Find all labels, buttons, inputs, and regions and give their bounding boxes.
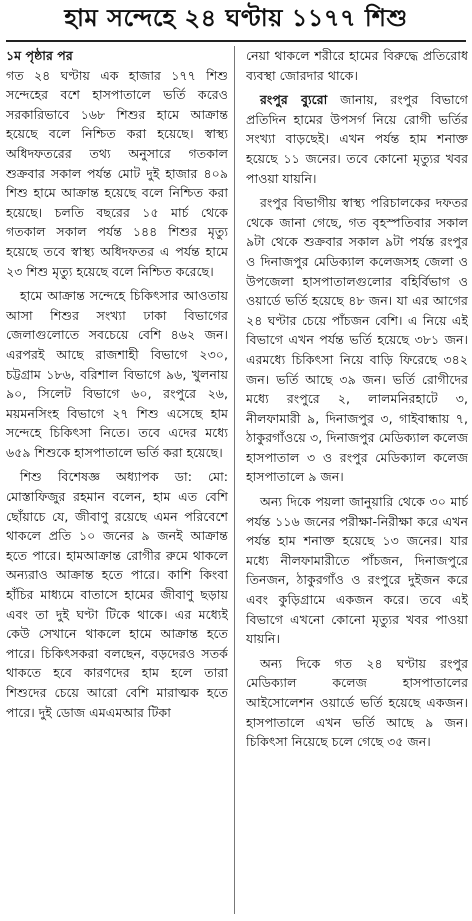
left-paragraph-1: [6, 46, 228, 281]
continued-label: ১ম পৃষ্ঠার পর: [6, 48, 73, 63]
left-paragraph-2: হামে আক্রান্ত সন্দেহে চিকিৎসার আওতায় আসা শিশুর সংখ্যা ঢাকা বিভাগের জেলাগুলোতে সবচেয়ে বেশি ৪৬২ জন। এরপরই আছে রাজশাহী বিভাগে ২৩০, চট্টগ্রাম ১৮৬, বরিশাল বিভাগে ৯৬, খুলনায় ৯০, সিলেট বিভাগে ৬০, রংপুরে ২৬, ময়মনসিংহ বিভাগে ২৭ শিশু এসেছে হাম সন্দেহে চিকিৎসা নিতে। তবে এদের মধ্যে ৬৫৯ শিশুকে হাসপাতালে ভর্তি করা হয়েছে।: [6, 288, 228, 460]
right-paragraph-5: অন্য দিকে গত ২৪ ঘণ্টায় রংপুর মেডিক্যাল কলেজ হাসপাতালের আইসোলেশন ওয়ার্ডে ভর্তি হয়েছে একজন। হাসপাতালে এখন ভর্তি আছে ৯ জন। চিকিৎসা নিয়েছে চলে গেছে ৩৫ জন।: [246, 655, 468, 750]
left-paragraph-1-text: গত ২৪ ঘণ্টায় এক হাজার ১৭৭ শিশু সন্দেহের বশে হাসপাতালে ভর্তি করেও সরকারিভাবে ১৬৮ শিশুর হামে আক্রান্ত হয়েছে বলে নিশ্চিত করা হয়েছে। স্বাস্থ্য অধিদফতরের তথ্য অনুসারে গতকাল শুক্রবার সকাল পর্যন্ত মোট দুই হাজার ৪০৯ শিশু হামে আক্রান্ত হয়েছে বলে নিশ্চিত করা হয়েছে। চলতি বছরের ১৫ মার্চ থেকে গতকাল সকাল পর্যন্ত ১৪৪ শিশুর মৃত্যু হয়েছে তবে স্বাস্থ্য অধিদফতর এ পর্যন্ত হামে ২৩ শিশু মৃত্যু হয়েছে বলে নিশ্চিত করেছে।: [6, 67, 228, 279]
right-paragraph-1: নেয়া থাকলে শরীরে হামের বিরুদ্ধে প্রতিরোধ ব্যবস্থা জোরদার থাকে।: [246, 48, 468, 83]
right-column: [246, 46, 468, 914]
right-paragraph-2-text: জানায়, রংপুর বিভাগে প্রতিদিন হামের উপসর্গ নিয়ে রোগী ভর্তির সংখ্যা বাড়ছেই। এখন পর্যন্ত হাম শনাক্ত হয়েছে ১১ জনের। তবে কোনো মৃত্যুর খবর পাওয়া যায়নি।: [246, 92, 468, 186]
bureau-label: রংপুর ব্যুরো: [260, 92, 328, 108]
headline-rule: [6, 40, 466, 42]
column-divider: [234, 46, 235, 914]
left-column: [6, 46, 228, 914]
right-paragraph-3: রংপুর বিভাগীয় স্বাস্থ্য পরিচালকের দফতর থেকে জানা গেছে, গত বৃহস্পতিবার সকাল ৯টা থেকে শুক্রবার সকাল ৯টা পর্যন্ত রংপুর ও দিনাজপুর মেডিক্যাল কলেজসহ জেলা ও উপজেলা হাসপাতালগুলোর বহির্বিভাগ ও ওয়ার্ডে ভর্তি হয়েছে ৪৮ জন। যা এর আগের ২৪ ঘণ্টার চেয়ে পাঁচজন বেশি। এ নিয়ে এই বিভাগে এখন পর্যন্ত ভর্তি হয়েছে ৩৮১ জন। এরমধ্যে চিকিৎসা নিয়ে বাড়ি ফিরেছে ৩৪২ জন। ভর্তি আছে ৩৯ জন। ভর্তি রোগীদের মধ্যে রংপুরে ২, লালমনিরহাটে ৩, নীলফামারী ৯, দিনাজপুর ৩, গাইবান্ধায় ৭, ঠাকুরগাঁওয়ে ৩, দিনাজপুর মেডিক্যাল কলেজ হাসপাতাল ৩ ও রংপুর মেডিক্যাল কলেজ হাসপাতালে ৯ জন।: [246, 195, 468, 485]
right-paragraph-4: অন্য দিকে পয়লা জানুয়ারি থেকে ৩০ মার্চ পর্যন্ত ১১৬ জনের পরীক্ষা-নিরীক্ষা করে এখন পর্যন্ত হাম শনাক্ত হয়েছে ১৩ জনের। যার মধ্যে নীলফামারীতে পাঁচজন, দিনাজপুরে তিনজন, ঠাকুরগাঁও ও রংপুরে দুইজন করে এবং কুড়িগ্রামে একজন করে। তবে এই বিভাগে এখনো কোনো মৃত্যুর খবর পাওয়া যায়নি।: [246, 494, 468, 647]
headline: হাম সন্দেহে ২৪ ঘণ্টায় ১১৭৭ শিশু: [64, 4, 408, 32]
left-paragraph-3: শিশু বিশেষজ্ঞ অধ্যাপক ডা: মো: মোস্তাফিজুর রহমান বলেন, হাম এত বেশি ছোঁয়াচে যে, জীবাণু রয়েছে এমন পরিবেশে থাকলে প্রতি ১০ জনের ৯ জনই আক্রান্ত হতে পারে। হামআক্রান্ত রোগীর রুমে থাকলে অন্যরাও আক্রান্ত হতে পারে। কাশি কিংবা হাঁচির মাধ্যমে বাতাসে হামের জীবাণু ছড়ায় এবং তা দুই ঘণ্টা টিকে থাকে। এর মধ্যেই কেউ সেখানে থাকলে হামে আক্রান্ত হতে পারে। চিকিৎসকরা বলছেন, বড়দেরও সতর্ক থাকতে হবে কারণদের হাম হলে তারা শিশুদের চেয়ে আরো বেশি মারাত্মক হতে পারে। দুই ডোজ এমএমআর টিকা: [6, 469, 228, 720]
right-paragraph-2: [246, 90, 468, 188]
